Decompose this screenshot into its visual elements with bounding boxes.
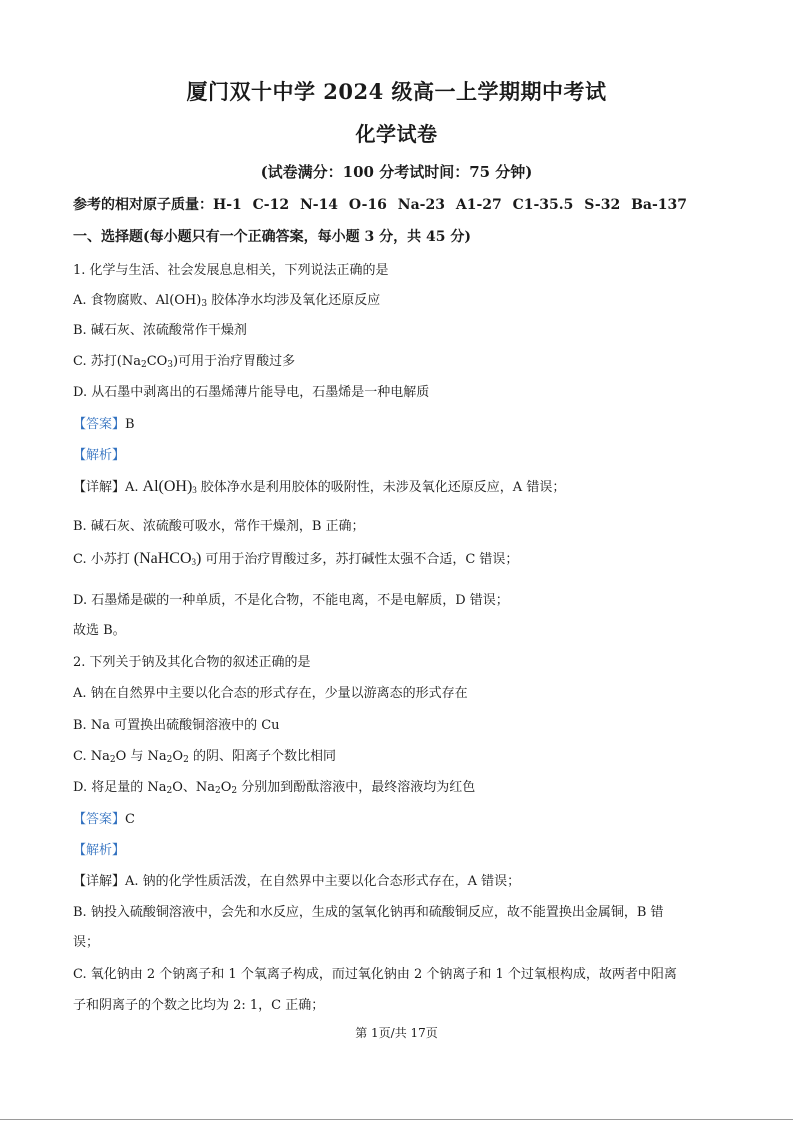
q1-analysis-tag: 【解析】 [73,448,126,463]
q1-option-c: C. 苏打$(Na_2CO_3)$可用于治疗胃酸过多 [73,354,296,370]
q1-detail-formula: $Al(OH)_3$ [142,478,197,495]
q2-option-c: C. $Na_2O$ 与 $Na_2O_2$ 的阴、阳离子个数比相同 [73,749,336,765]
q2-detail-c-line2: 子和阴离子的个数之比均为 2: 1，C 正确； [73,998,325,1013]
page-footer: 第 1页/共 17页 [355,1026,438,1040]
q2-option-a: A. 钠在自然界中主要以化合态的形式存在，少量以游离态的形式存在 [73,686,468,701]
q1-detail-d: D. 石墨烯是碳的一种单质，不是化合物，不能电离，不是电解质，D 错误； [73,593,509,608]
q2-detail-a: 【详解】A. 钠的化学性质活泼，在自然界中主要以化合态形式存在，A 错误； [73,874,521,889]
q2-detail-b-line1: B. 钠投入硫酸铜溶液中，会先和水反应，生成的氢氧化钠再和硫酸铜反应，故不能置换出金属铜，B 错 [73,905,664,920]
q2-answer: 【答案】C [73,812,135,827]
bottom-divider [0,1119,793,1120]
q1-detail-c: C. 小苏打 (NaHCO$_3$) 可用于治疗胃酸过多，苏打碱性太强不合适，C 错误； [73,550,519,567]
atomic-masses: 参考的相对原子质量：H-1 C-12 N-14 O-16 Na-23 A1-27 C1-35.5 S-32 Ba-137 [73,197,688,213]
section-heading: 一、选择题(每小题只有一个正确答案，每小题 3 分，共 45 分) [73,229,471,245]
q1-detail-a: 【详解】A. $Al(OH)_3$ 胶体净水是利用胶体的吸附性，未涉及氧化还原反应，A 错误； [73,478,566,495]
q2-detail-c-line1: C. 氧化钠由 2 个钠离子和 1 个氧离子构成，而过氧化钠由 2 个钠离子和 1 个过氧根构成，故两者中阳离 [73,967,677,982]
q2-detail-b-line2: 误； [73,935,100,950]
q2-option-b: B. Na 可置换出硫酸铜溶液中的 Cu [73,718,280,733]
q1-option-b: B. 碱石灰、浓硫酸常作干燥剂 [73,323,247,338]
q1-detail-b: B. 碱石灰、浓硫酸可吸水，常作干燥剂，B 正确； [73,519,365,534]
subject-title: 化学试卷 [355,122,438,146]
q2-analysis-tag: 【解析】 [73,843,126,858]
q1-conclusion: 故选 B。 [73,623,126,638]
q1-stem: 1. 化学与生活、社会发展息息相关，下列说法正确的是 [73,263,389,278]
q1-option-a: A. 食物腐败、$Al(OH)_3$ 胶体净水均涉及氧化还原反应 [73,293,381,309]
q1-answer: 【答案】B [73,417,135,432]
exam-title: 厦门双十中学 2024 级高一上学期期中考试 [186,79,607,104]
q1-detail-c-formula: (NaHCO$_3$) [133,550,202,567]
exam-info: (试卷满分：100 分考试时间：75 分钟) [260,163,533,181]
q2-stem: 2. 下列关于钠及其化合物的叙述正确的是 [73,655,311,670]
q2-option-d: D. 将足量的 $Na_2O$、$Na_2O_2$ 分别加到酚酞溶液中，最终溶液均为红色 [73,780,476,796]
q1-option-d: D. 从石墨中剥离出的石墨烯薄片能导电，石墨烯是一种电解质 [73,385,430,400]
